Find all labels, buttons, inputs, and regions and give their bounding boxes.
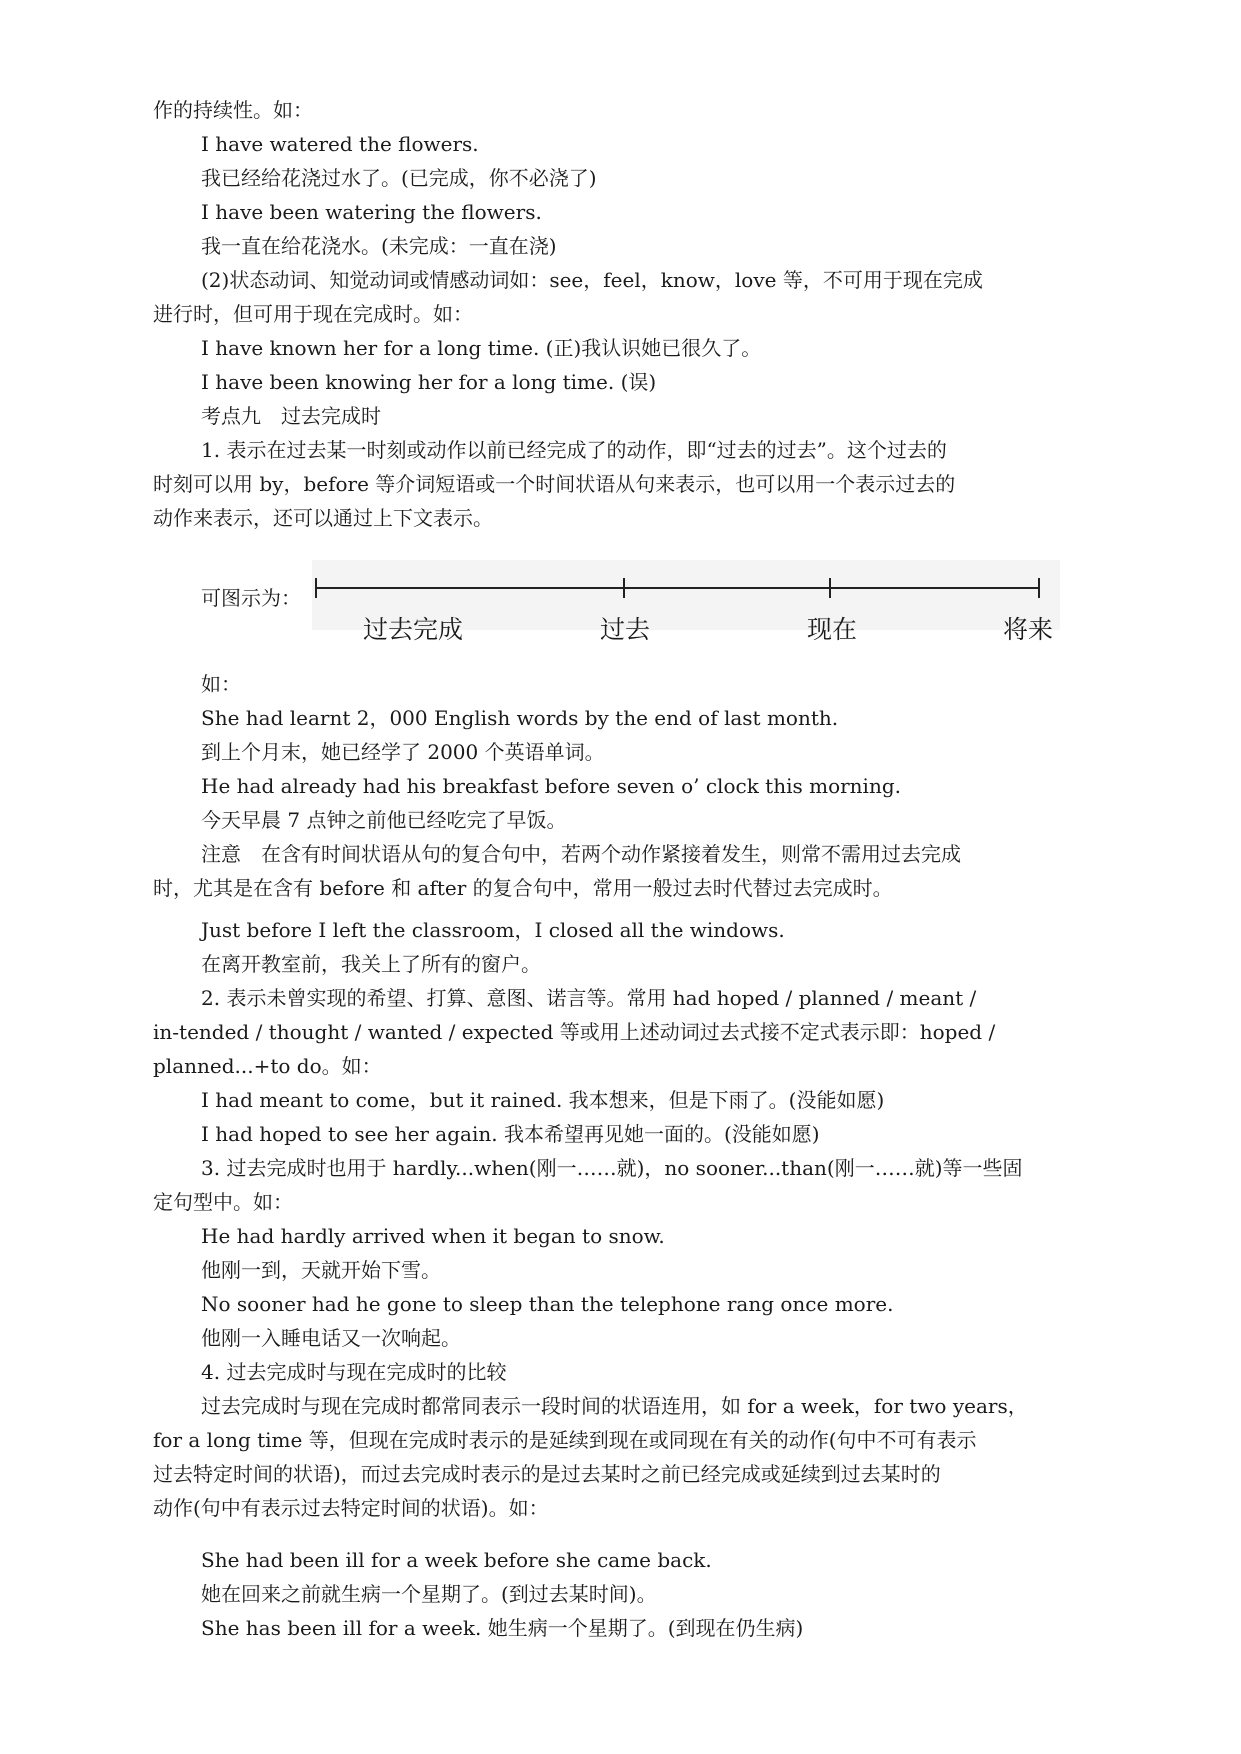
text-line: 我已经给花浇过水了。(已完成，你不必浇了) xyxy=(201,166,597,190)
timeline-label: 过去 xyxy=(600,615,651,644)
text-line: He had already had his breakfast before seven o’ clock this morning. xyxy=(201,774,901,798)
text-line: He had hardly arrived when it began to snow. xyxy=(201,1224,665,1248)
text-line: 他刚一入睡电话又一次响起。 xyxy=(201,1326,461,1350)
timeline-intro: 可图示为： xyxy=(201,586,301,610)
text-line: Just before I left the classroom，I closed all the windows. xyxy=(201,918,785,942)
section-heading: 4. 过去完成时与现在完成时的比较 xyxy=(201,1360,507,1384)
text-line: in-tended / thought / wanted / expected 等或用上述动词过去式接不定式表示即：hoped / xyxy=(153,1020,996,1044)
text-line: 进行时，但可用于现在完成时。如： xyxy=(153,302,473,326)
text-line: I had meant to come，but it rained. 我本想来，但是下雨了。(没能如愿) xyxy=(201,1088,885,1112)
text-line: 1. 表示在过去某一时刻或动作以前已经完成了的动作，即“过去的过去”。这个过去的 xyxy=(201,438,947,462)
text-line: 动作(句中有表示过去特定时间的状语)。如： xyxy=(153,1496,549,1520)
text-line: 作的持续性。如： xyxy=(153,98,313,122)
text-line: She has been ill for a week. 她生病一个星期了。(到现在仍生病) xyxy=(201,1616,804,1640)
text-line: 他刚一到，天就开始下雪。 xyxy=(201,1258,441,1282)
text-line: 她在回来之前就生病一个星期了。(到过去某时间)。 xyxy=(201,1582,657,1606)
text-line: 时，尤其是在含有 before 和 after 的复合句中，常用一般过去时代替过去完成时。 xyxy=(153,876,893,900)
timeline-label: 现在 xyxy=(807,615,858,644)
text-line: I have been knowing her for a long time. (误) xyxy=(201,370,657,394)
text-line: 3. 过去完成时也用于 hardly...when(刚一……就)，no sooner...than(刚一……就)等一些固 xyxy=(201,1156,1023,1180)
text-line: for a long time 等，但现在完成时表示的是延续到现在或同现在有关的动作(句中不可有表示 xyxy=(153,1428,977,1452)
text-line: 到上个月末，她已经学了 2000 个英语单词。 xyxy=(201,740,605,764)
text-line: 在离开教室前，我关上了所有的窗户。 xyxy=(201,952,541,976)
text-line: I have known her for a long time. (正)我认识她已很久了。 xyxy=(201,336,762,360)
text-line: 今天早晨 7 点钟之前他已经吃完了早饭。 xyxy=(201,808,567,832)
text-line: 过去完成时与现在完成时都常同表示一段时间的状语连用，如 for a week，for two years， xyxy=(201,1394,1028,1418)
text-line: (2)状态动词、知觉动词或情感动词如：see，feel，know，love 等，不可用于现在完成 xyxy=(201,268,983,292)
text-line: 2. 表示未曾实现的希望、打算、意图、诺言等。常用 had hoped / planned / meant / xyxy=(201,986,977,1010)
timeline-label: 将来 xyxy=(1003,615,1054,644)
section-heading: 考点九 过去完成时 xyxy=(201,404,381,428)
text-line: I have been watering the flowers. xyxy=(201,200,542,224)
text-line: I had hoped to see her again. 我本希望再见她一面的。(没能如愿) xyxy=(201,1122,820,1146)
text-line: 如： xyxy=(201,672,241,696)
timeline-label: 过去完成 xyxy=(363,615,464,644)
text-line: I have watered the flowers. xyxy=(201,132,479,156)
text-line: No sooner had he gone to sleep than the telephone rang once more. xyxy=(201,1292,894,1316)
text-line: 时刻可以用 by，before 等介词短语或一个时间状语从句来表示，也可以用一个表示过去的 xyxy=(153,472,956,496)
text-line: 过去特定时间的状语)，而过去完成时表示的是过去某时之前已经完成或延续到过去某时的 xyxy=(153,1462,941,1486)
text-line: 动作来表示，还可以通过上下文表示。 xyxy=(153,506,493,530)
text-line: 定句型中。如： xyxy=(153,1190,293,1214)
text-line: She had been ill for a week before she came back. xyxy=(201,1548,712,1572)
text-line: 我一直在给花浇水。(未完成：一直在浇) xyxy=(201,234,557,258)
text-line: planned...+to do。如： xyxy=(153,1054,382,1078)
text-line: She had learnt 2，000 English words by the end of last month. xyxy=(201,706,839,730)
text-line: 注意 在含有时间状语从句的复合句中，若两个动作紧接着发生，则常不需用过去完成 xyxy=(201,842,961,866)
